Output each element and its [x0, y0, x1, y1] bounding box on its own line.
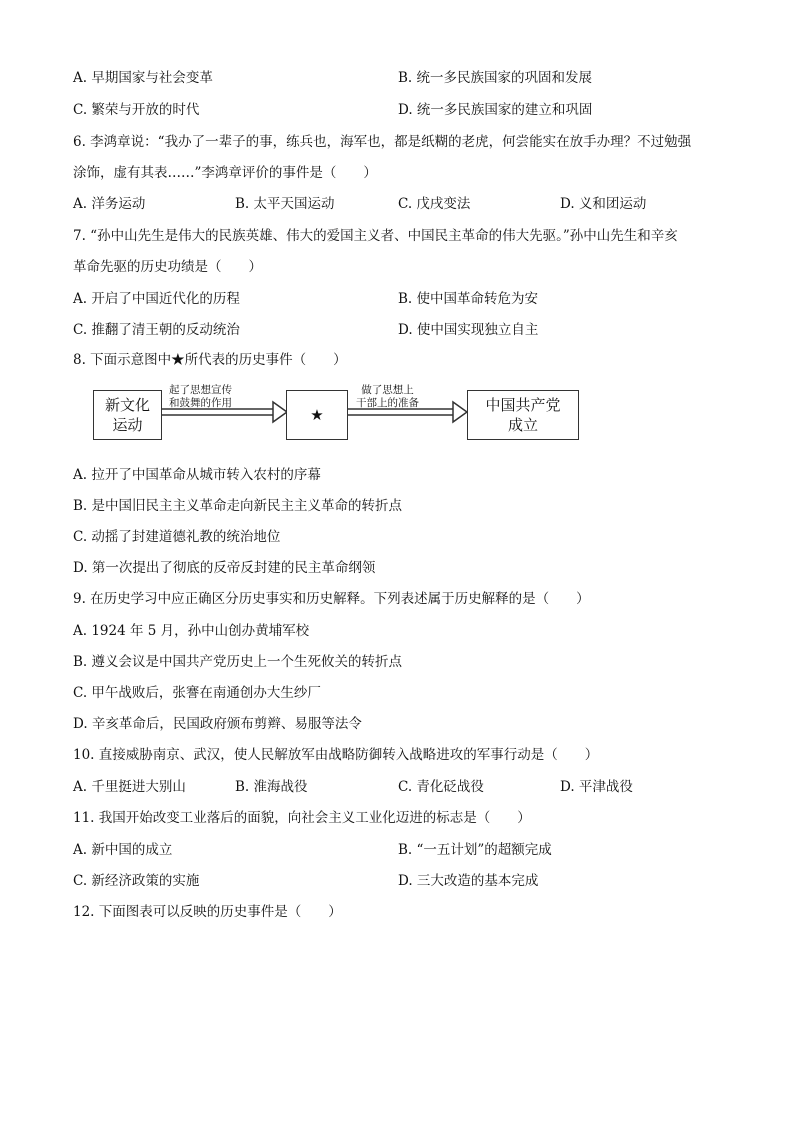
q12-stem: 12. 下面图表可以反映的历史事件是（ ）	[73, 904, 342, 920]
q8-option-d: D. 第一次提出了彻底的反帝反封建的民主革命纲领	[73, 560, 376, 576]
q9-option-c: C. 甲午战败后，张謇在南通创办大生纱厂	[73, 685, 321, 701]
box1-line1: 新文化	[104, 396, 150, 414]
arrow1-label	[169, 384, 232, 410]
q6-option-b: B. 太平天国运动	[235, 196, 335, 212]
arrow2-label-line2: 干部上的准备	[356, 397, 419, 409]
q10-option-d: D. 平津战役	[560, 779, 633, 795]
q7-option-a: A. 开启了中国近代化的历程	[73, 291, 240, 307]
q10-option-b: B. 淮海战役	[235, 779, 308, 795]
q11-option-c: C. 新经济政策的实施	[73, 873, 200, 889]
q10-option-c: C. 青化砭战役	[398, 779, 484, 795]
q8-option-a: A. 拉开了中国革命从城市转入农村的序幕	[73, 467, 321, 483]
q7-option-c: C. 推翻了清王朝的反动统治	[73, 322, 240, 338]
box3-line1: 中国共产党	[485, 396, 561, 414]
q5-option-c: C. 繁荣与开放的时代	[73, 102, 200, 118]
q6-option-a: A. 洋务运动	[73, 196, 146, 212]
q9-option-d: D. 辛亥革命后，民国政府颁布剪辫、易服等法令	[73, 716, 362, 732]
box-new-culture-movement	[93, 390, 162, 440]
q6-option-c: C. 戊戌变法	[398, 196, 471, 212]
box-star-event	[286, 390, 348, 440]
q11-option-d: D. 三大改造的基本完成	[398, 873, 539, 889]
q11-option-a: A. 新中国的成立	[73, 842, 173, 858]
q6-stem-line1: 6. 李鸿章说：“我办了一辈子的事，练兵也，海军也，都是纸糊的老虎，何尝能实在放手办理？不过勉强	[73, 134, 692, 150]
q9-stem: 9. 在历史学习中应正确区分历史事实和历史解释。下列表述属于历史解释的是（ ）	[73, 591, 590, 607]
arrow2-label	[356, 384, 419, 410]
q7-stem-line2: 革命先驱的历史功绩是（ ）	[73, 259, 262, 275]
q8-option-c: C. 动摇了封建道德礼教的统治地位	[73, 529, 281, 545]
q8-stem: 8. 下面示意图中★所代表的历史事件（ ）	[73, 352, 347, 368]
arrow2-label-line1: 做了思想上	[361, 384, 414, 396]
arrow1-label-line1: 起了思想宣传	[169, 384, 232, 396]
q11-option-b: B. “一五计划”的超额完成	[398, 842, 552, 858]
q9-option-a: A. 1924 年 5 月，孙中山创办黄埔军校	[73, 623, 310, 639]
q7-stem-line1: 7. “孙中山先生是伟大的民族英雄、伟大的爱国主义者、中国民主革命的伟大先驱。”孙中山先生和辛亥	[73, 228, 678, 244]
box-cpc-founding	[467, 390, 579, 440]
q10-option-a: A. 千里挺进大别山	[73, 779, 186, 795]
q6-option-d: D. 义和团运动	[560, 196, 647, 212]
q8-option-b: B. 是中国旧民主主义革命走向新民主主义革命的转折点	[73, 498, 403, 514]
q8-flow-diagram	[93, 382, 583, 446]
box1-line2: 运动	[112, 416, 143, 434]
star-icon: ★	[310, 406, 324, 424]
box3-line2: 成立	[507, 416, 538, 434]
q7-option-b: B. 使中国革命转危为安	[398, 291, 539, 307]
q5-option-a: A. 早期国家与社会变革	[73, 70, 213, 86]
q9-option-b: B. 遵义会议是中国共产党历史上一个生死攸关的转折点	[73, 654, 403, 670]
arrow1-label-line2: 和鼓舞的作用	[169, 397, 232, 409]
q6-stem-line2: 涂饰，虚有其表……”李鸿章评价的事件是（ ）	[73, 165, 377, 181]
q5-option-d: D. 统一多民族国家的建立和巩固	[398, 102, 593, 118]
q7-option-d: D. 使中国实现独立自主	[398, 322, 539, 338]
q5-option-b: B. 统一多民族国家的巩固和发展	[398, 70, 593, 86]
q10-stem: 10. 直接威胁南京、武汉，使人民解放军由战略防御转入战略进攻的军事行动是（ ）	[73, 747, 599, 763]
q11-stem: 11. 我国开始改变工业落后的面貌，向社会主义工业化迈进的标志是（ ）	[73, 810, 531, 826]
